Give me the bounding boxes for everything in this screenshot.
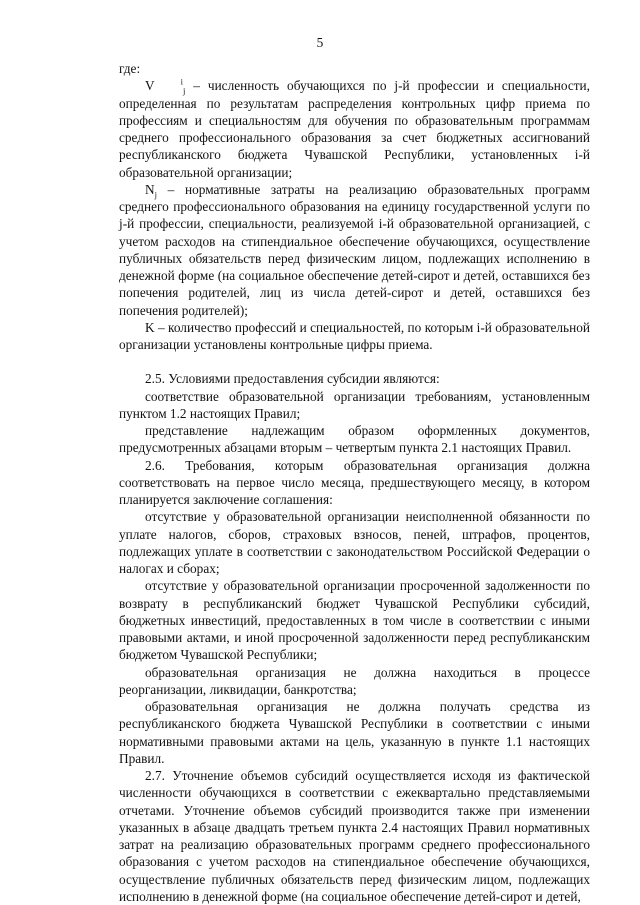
definition-text: – численность обучающихся по j-й профессии и специальности, определенная по результатам распределения контрольных цифр приема по профессиям и специальностям для обучения по образовательным программам среднего профессионального образования за счет бюджетных ассигнований республиканского бюджета Чувашской Республики, установленных i-й образовательной организации; [119, 78, 590, 180]
definition-v [119, 77, 590, 181]
paragraph: образовательная организация не должна получать средства из республиканского бюджета Чувашской Республики в соответствии с иными нормативными правовыми актами на цель, указанную в пункте 1.1 настоящих Правил. [119, 699, 590, 766]
variable-symbol: V $^i_j$ [145, 76, 186, 96]
page-number: 5 [316, 35, 324, 50]
definition-text: – количество профессий и специальностей, по которым i-й образовательной организации установлены контрольные цифры приема. [119, 319, 590, 352]
paragraph: 2.5. Условиями предоставления субсидии являются: [145, 371, 440, 387]
paragraph: соответствие образовательной организации требованиям, установленным пунктом 1.2 настоящих Правил; [119, 388, 590, 421]
variable-symbol: $N_j$ [145, 181, 157, 200]
paragraph: представление надлежащим образом оформленных документов, предусмотренных абзацами вторым – четвертым пункта 2.1 настоящих Правил. [119, 423, 590, 456]
intro-label: где: [119, 61, 141, 76]
definition-n [119, 181, 590, 319]
definition-text: – нормативные затраты на реализацию образовательных программ среднего профессионального образования на единицу государственной услуги по j-й профессии, специальности, реализуемой i-й образовательной организацией, с учетом расходов на стипендиальное обеспечение обучающихся, осуществление публичных обязательств перед физическим лицом, подлежащих исполнению в денежной форме (на социальное обеспечение детей-сирот и детей, оставшихся без попечения родителей, лиц из числа детей-сирот и детей, оставшихся без попечения родителей); [119, 181, 590, 318]
paragraph: отсутствие у образовательной организации просроченной задолженности по возврату в республиканский бюджет Чувашской Республики субсидий, бюджетных инвестиций, предоставленных в том числе в соответствии с иными правовыми актами, и иной просроченной задолженности перед республиканским бюджетом Чувашской Республики; [119, 578, 590, 663]
page-body [119, 60, 590, 905]
variable-symbol: K [145, 319, 155, 335]
definition-k [119, 319, 590, 354]
paragraph: образовательная организация не должна находиться в процессе реорганизации, ликвидации, банкротства; [119, 664, 590, 697]
paragraph: отсутствие у образовательной организации неисполненной обязанности по уплате налогов, сборов, страховых взносов, пеней, штрафов, процентов, подлежащих уплате в соответствии с законодательством Российской Федерации о налогах и сборах; [119, 509, 590, 576]
paragraph: 2.6. Требования, которым образовательная организация должна соответствовать на первое число месяца, предшествующего месяцу, в котором планируется заключение соглашения: [119, 457, 590, 507]
paragraph: 2.7. Уточнение объемов субсидий осуществляется исходя из фактической численности обучающихся в соответствии с ежеквартально представляемыми отчетами. Уточнение объемов субсидий производится также при изменении указанных в абзаце двадцать третьем пункта 2.4 настоящих Правил нормативных затрат на реализацию образовательных программ среднего профессионального образования с учетом расходов на стипендиальное обеспечение обучающихся, осуществление публичных обязательств перед физическим лицом, подлежащих исполнению в денежной форме (на социальное обеспечение детей-сирот и детей, [119, 768, 590, 904]
